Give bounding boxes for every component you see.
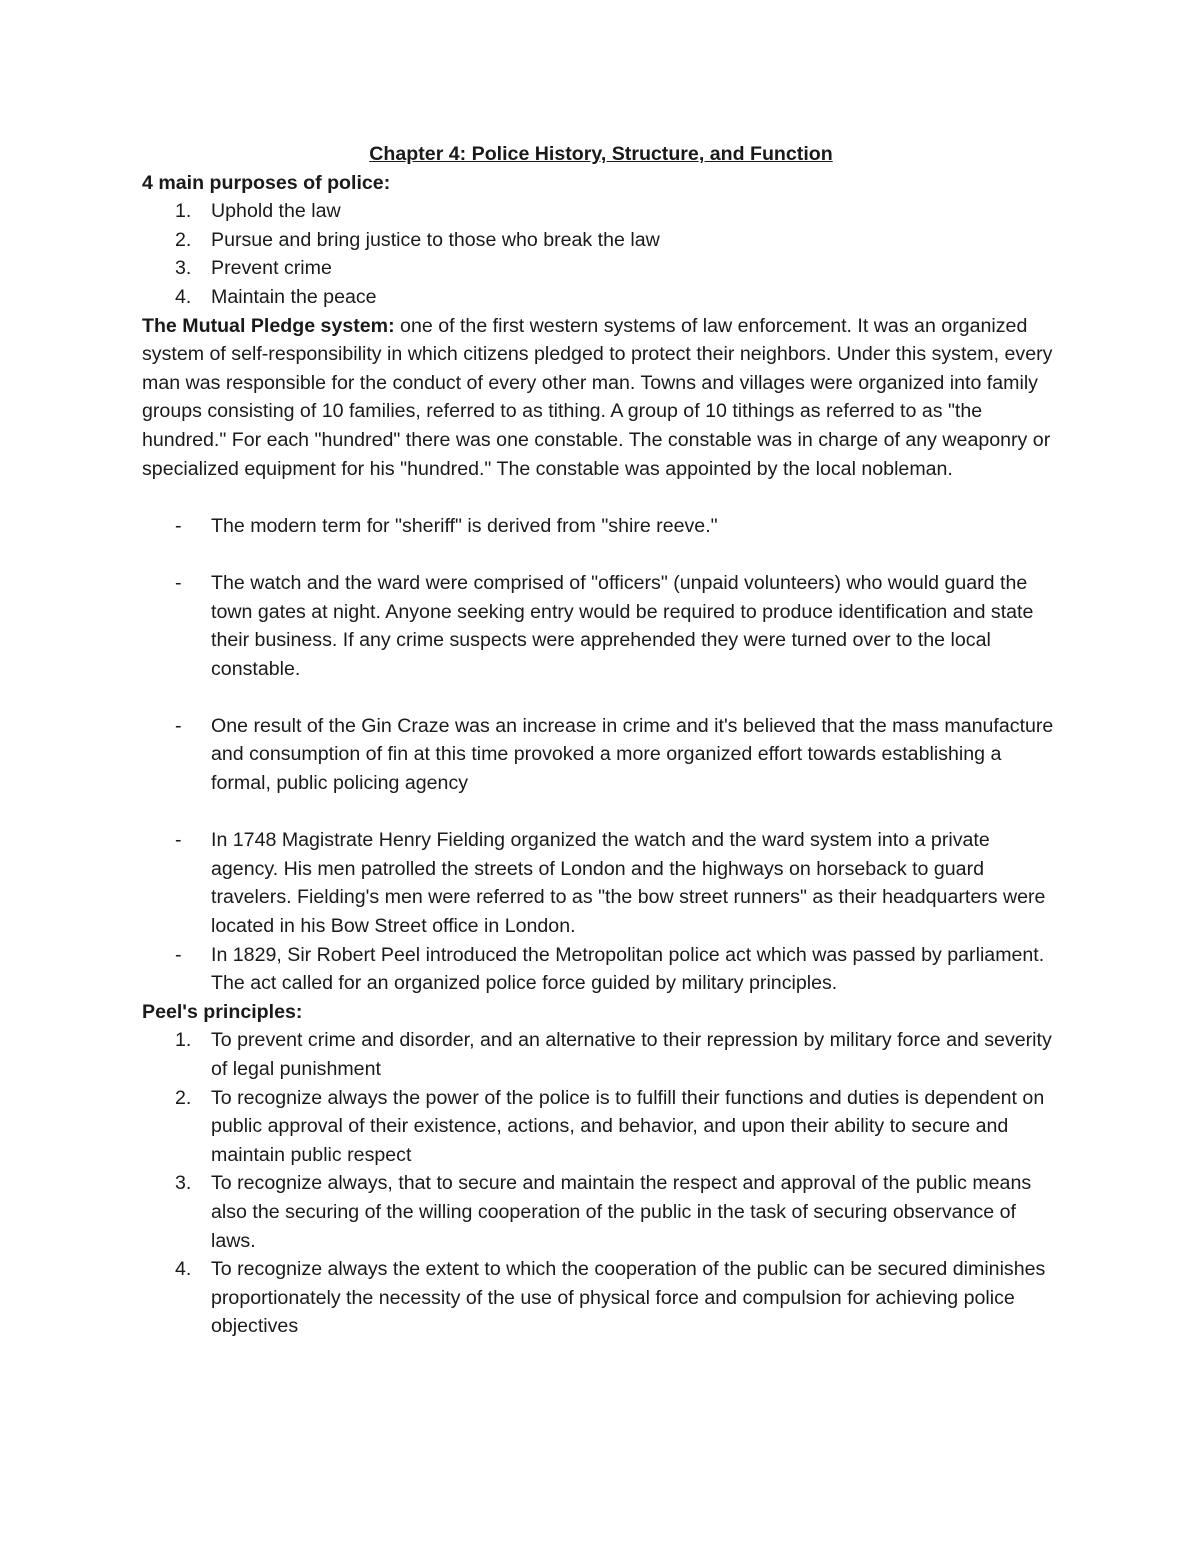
list-item-text: Uphold the law [211, 200, 341, 223]
history-bullets [142, 826, 1060, 998]
list-item [142, 1084, 1060, 1170]
list-item [142, 826, 1060, 940]
peel-heading: Peel's principles: [142, 1000, 303, 1023]
list-item-text: Pursue and bring justice to those who break the law [211, 228, 660, 251]
dash-marker: - [175, 943, 182, 966]
purposes-heading: 4 main purposes of police: [142, 171, 391, 194]
bullet-text: The watch and the ward were comprised of "officers" (unpaid volunteers) who would guard the town gates at night. Anyone seeking entry would be required to produce identification and state their business. If any crime suspects were apprehended they were turned over to the local constable. [211, 571, 1034, 680]
spacer [142, 798, 1060, 827]
list-item-text: To prevent crime and disorder, and an alternative to their repression by military force and severity of legal punishment [211, 1029, 1052, 1080]
list-item [142, 569, 1060, 683]
dash-marker: - [175, 571, 182, 594]
list-item [142, 1169, 1060, 1255]
dash-marker: - [175, 829, 182, 852]
history-bullets [142, 569, 1060, 683]
list-item [142, 941, 1060, 998]
list-item [142, 283, 1060, 312]
document-title: Chapter 4: Police History, Structure, and Function [369, 143, 833, 165]
list-item-text: Prevent crime [211, 257, 332, 280]
list-item [142, 226, 1060, 255]
list-number: 3. [175, 1172, 192, 1195]
bullet-text: The modern term for "sheriff" is derived from "shire reeve." [211, 514, 718, 537]
list-number: 2. [175, 1086, 192, 1109]
list-number: 1. [175, 200, 192, 223]
list-item-text: Maintain the peace [211, 285, 377, 308]
mutual-pledge-paragraph [142, 312, 1060, 484]
spacer [142, 540, 1060, 569]
spacer [142, 683, 1060, 712]
document-page [142, 140, 1060, 1341]
list-item [142, 1026, 1060, 1083]
mutual-pledge-term: The Mutual Pledge system: [142, 314, 395, 337]
bullet-text: One result of the Gin Craze was an increase in crime and it's believed that the mass manufacture and consumption of fin at this time provoked a more organized effort towards establishing a formal, public policing agency [211, 714, 1054, 795]
list-number: 4. [175, 285, 192, 308]
history-bullets [142, 512, 1060, 541]
list-item [142, 712, 1060, 798]
bullet-text: In 1748 Magistrate Henry Fielding organized the watch and the ward system into a private agency. His men patrolled the streets of London and the highways on horseback to guard travelers. Fielding's men were referred to as "the bow street runners" as their headquarters were located in his Bow Street office in London. [211, 829, 1046, 938]
mutual-pledge-text: one of the first western systems of law enforcement. It was an organized system of self-responsibility in which citizens pledged to protect their neighbors. Under this system, every man was responsible for the conduct of every other man. Towns and villages were organized into family groups consisting of 10 families, referred to as tithing. A group of 10 tithings as referred to as "the hundred." For each "hundred" there was one constable. The constable was in charge of any weaponry or specialized equipment for his "hundred." The constable was appointed by the local nobleman. [142, 314, 1053, 480]
list-item-text: To recognize always the extent to which the cooperation of the public can be secured diminishes proportionately the necessity of the use of physical force and compulsion for achieving police objectives [211, 1258, 1046, 1338]
list-number: 4. [175, 1258, 192, 1281]
peel-principles-list [142, 1026, 1060, 1341]
bullet-text: In 1829, Sir Robert Peel introduced the Metropolitan police act which was passed by parliament. The act called for an organized police force guided by military principles. [211, 943, 1045, 995]
purposes-list [142, 197, 1060, 311]
list-item [142, 254, 1060, 283]
list-item-text: To recognize always, that to secure and maintain the respect and approval of the public means also the securing of the willing cooperation of the public in the task of securing observance of laws. [211, 1172, 1032, 1252]
list-item-text: To recognize always the power of the police is to fulfill their functions and duties is dependent on public approval of their existence, actions, and behavior, and upon their ability to secure and maintain public respect [211, 1086, 1045, 1166]
dash-marker: - [175, 514, 182, 537]
list-item [142, 1255, 1060, 1341]
list-number: 1. [175, 1029, 192, 1052]
dash-marker: - [175, 714, 182, 737]
spacer [142, 483, 1060, 512]
list-number: 3. [175, 257, 192, 280]
list-number: 2. [175, 228, 192, 251]
list-item [142, 512, 1060, 541]
list-item [142, 197, 1060, 226]
history-bullets [142, 712, 1060, 798]
